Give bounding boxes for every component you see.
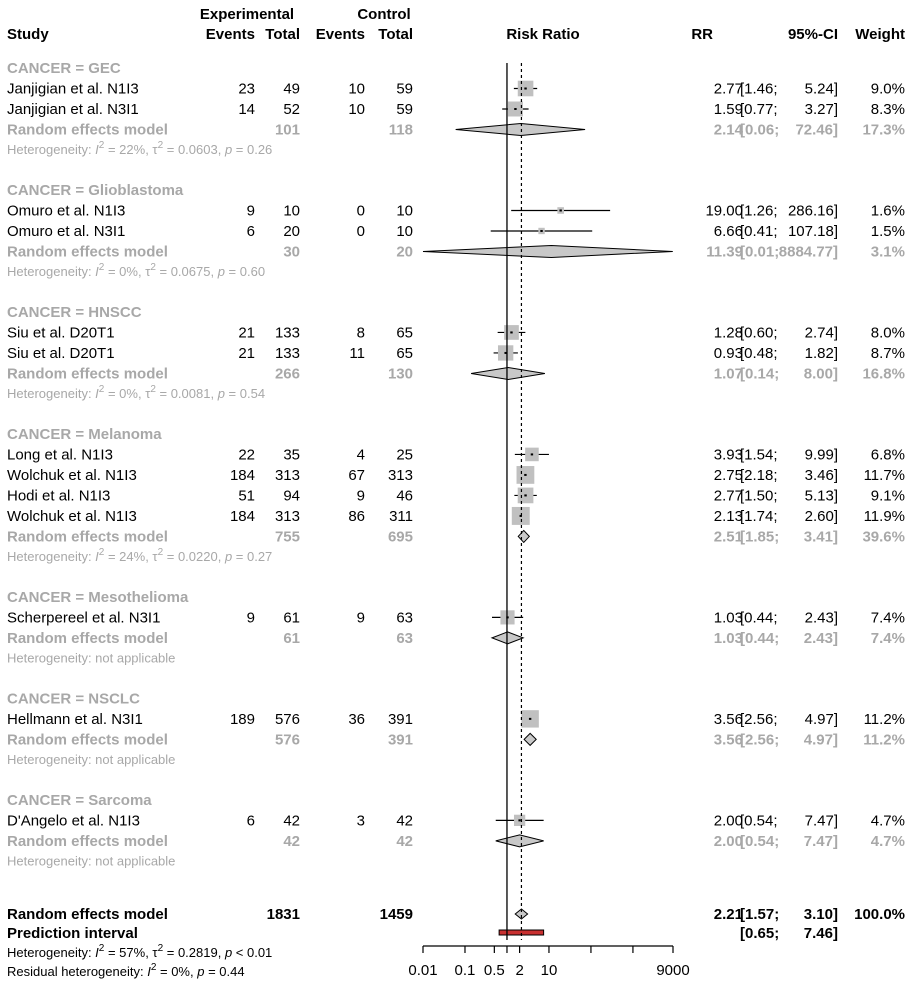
rr-value: 1.59 [713, 101, 743, 118]
subgroup-diamond [471, 367, 545, 379]
exp-events: 184 [229, 507, 255, 525]
subgroup-diamond [423, 245, 673, 257]
ctl-events: 10 [348, 80, 365, 98]
subgroup-ctl-total: 695 [387, 528, 413, 546]
ci-value-low: [0.41; [740, 222, 778, 240]
x-tick-label: 0.5 [483, 962, 505, 979]
subgroup-title: CANCER = Glioblastoma [7, 181, 184, 199]
subgroup-diamond [456, 124, 585, 136]
ci-value-high: 2.74] [804, 324, 838, 342]
ctl-events: 3 [356, 812, 365, 830]
header-risk-ratio: Risk Ratio [506, 26, 580, 43]
ci-value-high: 5.13] [804, 487, 838, 505]
ci-value-high: 3.27] [804, 101, 838, 118]
subgroup-ci-high: 2.43] [803, 629, 838, 647]
subgroup-ctl-total: 118 [388, 121, 413, 139]
subgroup-exp-total: 266 [274, 365, 300, 383]
ctl-total: 59 [396, 80, 413, 98]
ctl-events: 0 [356, 202, 365, 220]
subgroup-weight: 16.8% [862, 365, 905, 383]
ctl-events: 10 [348, 101, 365, 118]
subgroup-rr: 1.07 [713, 365, 743, 383]
ci-value-high: 3.46] [804, 466, 838, 484]
exp-events: 21 [238, 344, 255, 362]
subgroup-diamond [518, 530, 529, 542]
ctl-total: 63 [396, 609, 413, 627]
ci-value-low: [1.74; [740, 507, 778, 525]
study-name: Omuro et al. N1I3 [7, 202, 126, 220]
ci-value-low: [2.18; [740, 466, 778, 484]
rr-value: 1.28 [713, 324, 743, 342]
ci-value-high: 1.82] [804, 344, 838, 362]
exp-total: 576 [274, 710, 300, 728]
prediction-ci-high: 7.46] [803, 925, 838, 942]
subgroup-ci-high: 7.47] [803, 832, 838, 850]
ci-value-low: [1.54; [740, 446, 778, 464]
subgroup-rr: 1.03 [713, 629, 743, 647]
subgroup-title: CANCER = HNSCC [7, 303, 142, 321]
subgroup-ctl-total: 20 [396, 243, 413, 261]
rr-value: 2.13 [713, 507, 743, 525]
study-name: Hodi et al. N1I3 [7, 487, 111, 505]
ci-value-high: 9.99] [804, 446, 838, 464]
subgroup-title: CANCER = NSCLC [7, 690, 140, 708]
subgroup-ctl-total: 42 [396, 832, 413, 850]
weight-value: 8.3% [870, 101, 905, 118]
prediction-label: Prediction interval [7, 925, 138, 942]
exp-events: 189 [229, 710, 255, 728]
exp-events: 184 [229, 466, 255, 484]
overall-exp-total: 1831 [266, 906, 300, 923]
subgroup-exp-total: 30 [283, 243, 300, 261]
ci-value-low: [0.77; [740, 101, 778, 118]
ci-value-low: [0.60; [740, 324, 778, 342]
x-tick-label: 9000 [656, 962, 690, 979]
weight-value: 4.7% [870, 812, 905, 830]
subgroup-ci-high: 4.97] [803, 731, 838, 749]
rr-value: 2.77 [713, 80, 743, 98]
subgroup-heterogeneity: Heterogeneity: not applicable [7, 751, 176, 767]
header-weight: Weight [855, 26, 905, 43]
weight-value: 8.0% [870, 324, 905, 342]
ctl-total: 65 [396, 324, 413, 342]
subgroup-heterogeneity: Heterogeneity: $I^2 = 24\%$, $\tau^2 = 0.0220$, p = 0.27 [7, 546, 273, 564]
rr-value: 3.56 [713, 710, 743, 728]
exp-total: 42 [283, 812, 300, 830]
subgroup-ci-high: 8884.77] [778, 243, 838, 261]
subgroup-ctl-total: 130 [387, 365, 413, 383]
subgroup-model-label: Random effects model [7, 731, 168, 749]
header-experimental: Experimental [199, 6, 295, 23]
exp-total: 133 [274, 344, 300, 362]
study-name: Scherpereel et al. N3I1 [7, 609, 161, 627]
ci-value-high: 5.24] [804, 80, 838, 98]
exp-total: 313 [274, 466, 300, 484]
header-ctl-total: Total [378, 26, 413, 43]
ctl-events: 0 [356, 222, 365, 240]
subgroup-ci-low: [2.56; [740, 731, 780, 749]
residual-heterogeneity: Residual heterogeneity: $I^2 = 0\%$, p = 0.44 [7, 962, 245, 979]
subgroup-exp-total: 576 [274, 731, 300, 749]
subgroup-ci-low: [0.06; [740, 121, 780, 139]
header-rr: RR [691, 26, 713, 43]
ci-value-low: [2.56; [740, 710, 778, 728]
weight-value: 11.7% [863, 466, 905, 484]
study-name: Janjigian et al. N3I1 [7, 101, 139, 118]
subgroup-weight: 4.7% [870, 832, 905, 850]
exp-total: 20 [283, 222, 300, 240]
weight-value: 7.4% [870, 609, 905, 627]
subgroup-weight: 3.1% [870, 243, 905, 261]
subgroup-exp-total: 61 [283, 629, 300, 647]
subgroup-ci-low: [0.01; [740, 243, 780, 261]
ci-value-high: 2.60] [804, 507, 838, 525]
subgroup-title: CANCER = GEC [7, 60, 121, 77]
ci-value-high: 7.47] [804, 812, 838, 830]
exp-total: 313 [274, 507, 300, 525]
rr-value: 19.00 [705, 202, 743, 220]
overall-model-label: Random effects model [7, 906, 168, 923]
overall-heterogeneity: Heterogeneity: $I^2 = 57\%$, $\tau^2 = 0.2819$, p < 0.01 [7, 943, 273, 960]
exp-events: 9 [246, 202, 255, 220]
subgroup-model-label: Random effects model [7, 121, 168, 139]
rr-value: 6.66 [713, 222, 743, 240]
header-control: Control [357, 6, 411, 23]
ci-value-low: [0.54; [740, 812, 778, 830]
study-name: Omuro et al. N3I1 [7, 222, 126, 240]
study-name: Siu et al. D20T1 [7, 344, 115, 362]
ctl-events: 36 [348, 710, 365, 728]
ctl-total: 313 [387, 466, 413, 484]
exp-events: 6 [246, 812, 255, 830]
exp-events: 23 [238, 80, 255, 98]
x-tick-label: 2 [515, 962, 524, 979]
subgroup-rr: 3.56 [713, 731, 743, 749]
subgroup-rr: 2.51 [713, 528, 743, 546]
ctl-total: 10 [396, 222, 413, 240]
exp-total: 10 [283, 202, 300, 220]
header-study: Study [7, 26, 49, 43]
overall-ci-high: 3.10] [803, 906, 838, 923]
overall-weight: 100.0% [854, 906, 905, 923]
ci-value-low: [1.26; [740, 202, 778, 220]
weight-value: 11.9% [863, 507, 905, 525]
ctl-events: 9 [356, 609, 365, 627]
ci-value-high: 107.18] [787, 222, 838, 240]
ctl-events: 86 [348, 507, 365, 525]
ctl-total: 42 [396, 812, 413, 830]
weight-value: 8.7% [870, 344, 905, 362]
subgroup-diamond [524, 733, 536, 745]
subgroup-title: CANCER = Sarcoma [7, 791, 152, 809]
study-name: Siu et al. D20T1 [7, 324, 115, 342]
ctl-events: 11 [349, 344, 365, 362]
header-ctl-events: Events [315, 26, 365, 43]
overall-ci-low: [1.57; [740, 906, 780, 923]
subgroup-ctl-total: 391 [387, 731, 413, 749]
ctl-events: 9 [356, 487, 365, 505]
study-name: Hellmann et al. N3I1 [7, 710, 143, 728]
subgroup-diamond [496, 835, 544, 847]
ci-value-high: 4.97] [804, 710, 838, 728]
ctl-total: 391 [387, 710, 413, 728]
ctl-events: 67 [348, 466, 365, 484]
ci-value-low: [1.46; [740, 80, 778, 98]
study-name: Wolchuk et al. N1I3 [7, 466, 137, 484]
rr-value: 3.93 [713, 446, 743, 464]
exp-events: 14 [238, 101, 255, 118]
subgroup-model-label: Random effects model [7, 832, 168, 850]
subgroup-exp-total: 42 [283, 832, 300, 850]
weight-value: 6.8% [870, 446, 905, 464]
prediction-ci-low: [0.65; [740, 925, 780, 942]
ctl-total: 311 [389, 507, 413, 525]
weight-value: 9.1% [870, 487, 905, 505]
ci-value-high: 2.43] [804, 609, 838, 627]
subgroup-weight: 7.4% [870, 629, 905, 647]
subgroup-ctl-total: 63 [396, 629, 413, 647]
subgroup-model-label: Random effects model [7, 629, 168, 647]
subgroup-weight: 39.6% [862, 528, 905, 546]
subgroup-title: CANCER = Melanoma [7, 425, 162, 443]
subgroup-heterogeneity: Heterogeneity: not applicable [7, 650, 176, 666]
weight-value: 1.5% [870, 222, 905, 240]
weight-value: 11.2% [863, 710, 905, 728]
subgroup-ci-high: 8.00] [803, 365, 838, 383]
rr-value: 2.00 [713, 812, 743, 830]
exp-events: 51 [238, 487, 255, 505]
weight-value: 9.0% [870, 80, 905, 98]
study-name: D'Angelo et al. N1I3 [7, 812, 140, 830]
subgroup-heterogeneity: Heterogeneity: $I^2 = 0\%$, $\tau^2 = 0.0675$, p = 0.60 [7, 261, 266, 279]
subgroup-heterogeneity: Heterogeneity: $I^2 = 22\%$, $\tau^2 = 0.0603$, p = 0.26 [7, 140, 273, 157]
ctl-total: 59 [396, 101, 413, 118]
subgroup-rr: 2.14 [713, 121, 743, 139]
overall-ctl-total: 1459 [379, 906, 413, 923]
overall-rr: 2.21 [713, 906, 743, 923]
subgroup-exp-total: 101 [274, 121, 300, 139]
ctl-events: 8 [356, 324, 365, 342]
subgroup-model-label: Random effects model [7, 365, 168, 383]
ci-value-low: [0.48; [740, 344, 778, 362]
rr-value: 2.77 [713, 487, 743, 505]
subgroup-heterogeneity: Heterogeneity: $I^2 = 0\%$, $\tau^2 = 0.0081$, p = 0.54 [7, 383, 266, 401]
ci-value-high: 286.16] [787, 202, 838, 220]
subgroup-model-label: Random effects model [7, 528, 168, 546]
exp-events: 9 [246, 609, 255, 627]
subgroup-ci-high: 72.46] [795, 121, 838, 139]
exp-total: 49 [283, 80, 300, 98]
x-tick-label: 0.1 [454, 962, 476, 979]
exp-total: 52 [283, 101, 300, 118]
exp-total: 133 [274, 324, 300, 342]
header-exp-total: Total [265, 26, 300, 43]
x-tick-label: 10 [540, 962, 558, 979]
exp-events: 21 [238, 324, 255, 342]
subgroup-ci-low: [0.14; [740, 365, 780, 383]
rr-value: 0.93 [713, 344, 743, 362]
subgroup-ci-high: 3.41] [803, 528, 838, 546]
header-ci: 95%-CI [787, 26, 838, 43]
subgroup-title: CANCER = Mesothelioma [7, 588, 189, 606]
subgroup-heterogeneity: Heterogeneity: not applicable [7, 853, 176, 869]
subgroup-ci-low: [0.44; [740, 629, 780, 647]
subgroup-rr: 11.39 [706, 243, 743, 261]
exp-events: 6 [246, 222, 255, 240]
study-name: Long et al. N1I3 [7, 446, 113, 464]
ci-value-low: [1.50; [740, 487, 778, 505]
exp-total: 61 [283, 609, 300, 627]
subgroup-ci-low: [1.85; [740, 528, 780, 546]
subgroup-ci-low: [0.54; [740, 832, 780, 850]
exp-total: 94 [283, 487, 300, 505]
study-name: Janjigian et al. N1I3 [7, 80, 139, 98]
ctl-events: 4 [356, 446, 365, 464]
ctl-total: 10 [396, 202, 413, 220]
ci-value-low: [0.44; [740, 609, 778, 627]
subgroup-weight: 17.3% [862, 121, 905, 139]
ctl-total: 25 [396, 446, 413, 464]
rr-value: 1.03 [713, 609, 743, 627]
weight-value: 1.6% [870, 202, 905, 220]
ctl-total: 46 [396, 487, 413, 505]
subgroup-exp-total: 755 [274, 528, 300, 546]
x-tick-label: 0.01 [408, 962, 438, 979]
exp-events: 22 [238, 446, 255, 464]
ctl-total: 65 [396, 344, 413, 362]
subgroup-weight: 11.2% [863, 731, 905, 749]
study-name: Wolchuk et al. N1I3 [7, 507, 137, 525]
subgroup-model-label: Random effects model [7, 243, 168, 261]
subgroup-rr: 2.00 [713, 832, 743, 850]
rr-value: 2.75 [713, 466, 743, 484]
exp-total: 35 [283, 446, 300, 464]
header-exp-events: Events [205, 26, 255, 43]
